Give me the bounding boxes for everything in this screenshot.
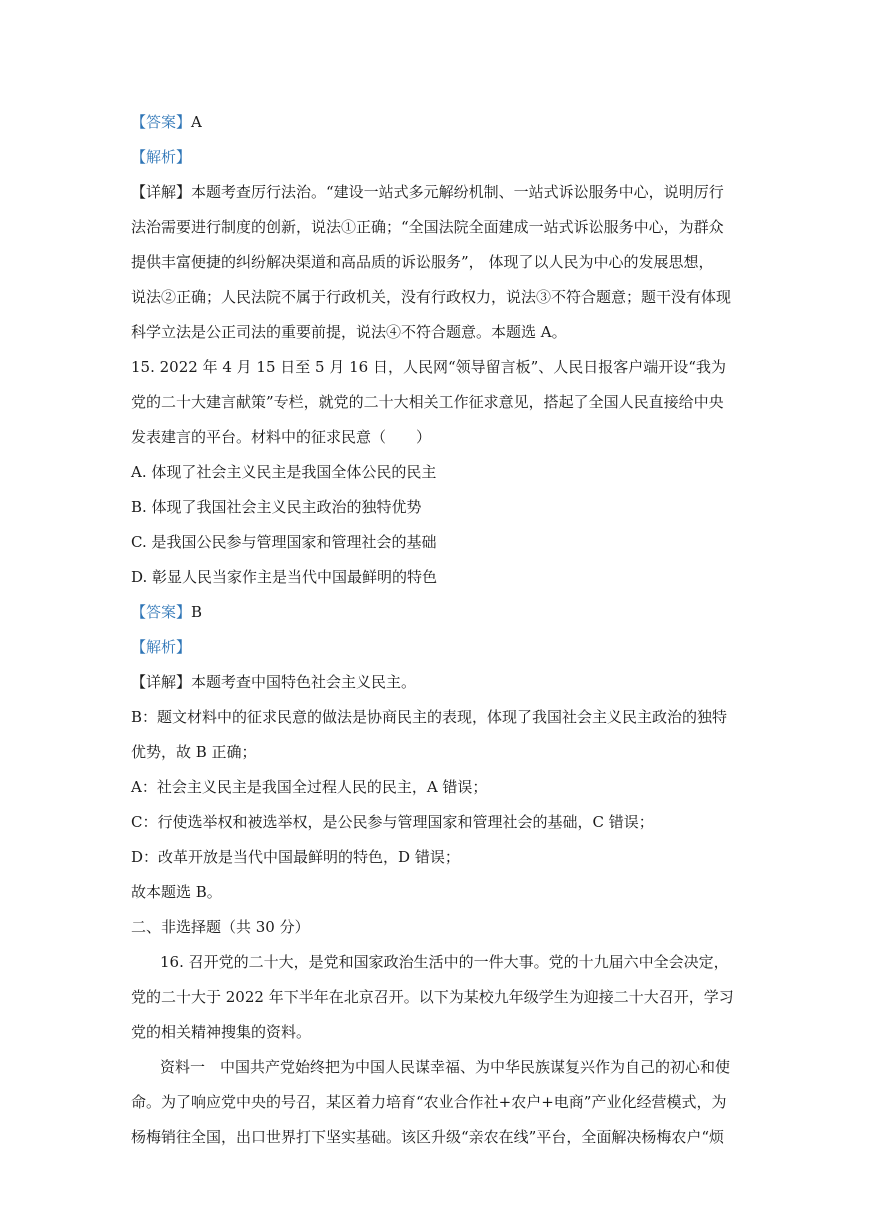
q15-stem-line-2: 党的二十大建言献策”专栏，就党的二十大相关工作征求意见，搭起了全国人民直接给中央	[131, 393, 724, 411]
q14-answer	[131, 112, 741, 132]
answer-value: A	[191, 113, 202, 131]
q15-detail-first	[131, 672, 741, 692]
q15-detail-line-5: D：改革开放是当代中国最鲜明的特色，D 错误；	[131, 848, 460, 866]
q15-detail-line-6: 故本题选 B。	[131, 883, 222, 901]
answer-value: B	[191, 603, 203, 621]
detail-text: 本题考查中国特色社会主义民主。	[191, 673, 417, 691]
answer-tag: 【答案】	[131, 603, 192, 621]
q14-detail-line-1	[131, 182, 741, 202]
material-line-2: 命。为了响应党中央的号召，某区着力培育“农业合作社+农户+电商”产业化经营模式，为	[131, 1093, 727, 1111]
q14-detail-line-5: 科学立法是公正司法的重要前提，说法④不符合题意。本题选 A。	[131, 323, 567, 341]
material-line-1: 资料一 中国共产党始终把为中国人民谋幸福、为中华民族谋复兴作为自己的初心和使	[160, 1058, 731, 1076]
material-line-3: 杨梅销往全国，出口世界打下坚实基础。该区升级“亲农在线”平台，全面解决杨梅农户“烦	[131, 1128, 725, 1146]
q15-detail-line-4: C：行使选举权和被选举权，是公民参与管理国家和管理社会的基础，C 错误；	[131, 813, 654, 831]
q15-analysis-tag: 【解析】	[131, 638, 192, 656]
section-title: 二、非选择题（共 30 分）	[131, 918, 310, 936]
q14-analysis-tag: 【解析】	[131, 148, 192, 166]
q15-detail-line-1: B：题文材料中的征求民意的做法是协商民主的表现，体现了我国社会主义民主政治的独特	[131, 708, 728, 726]
q15-answer	[131, 602, 741, 622]
q15-option-c: C. 是我国公民参与管理国家和管理社会的基础	[131, 533, 437, 551]
q14-detail-line-4: 说法②正确；人民法院不属于行政机关，没有行政权力，说法③不符合题意；题干没有体现	[131, 288, 732, 306]
q15-detail-line-3: A：社会主义民主是我国全过程人民的民主，A 错误；	[131, 778, 488, 796]
q15-option-b: B. 体现了我国社会主义民主政治的独特优势	[131, 498, 422, 516]
q15-stem-line-3: 发表建言的平台。材料中的征求民意（ ）	[131, 428, 432, 446]
q14-detail-line-3: 提供丰富便捷的纠纷解决渠道和高品质的诉讼服务”， 体现了以人民为中心的发展思想，	[131, 253, 714, 271]
q16-line-2: 党的二十大于 2022 年下半年在北京召开。以下为某校九年级学生为迎接二十大召开，学习	[131, 988, 734, 1006]
q15-option-d: D. 彰显人民当家作主是当代中国最鲜明的特色	[131, 568, 438, 586]
detail-tag: 【详解】	[131, 673, 192, 691]
q15-option-a: A. 体现了社会主义民主是我国全体公民的民主	[131, 463, 437, 481]
answer-tag: 【答案】	[131, 113, 192, 131]
detail-text: 本题考查厉行法治。“建设一站式多元解纷机制、一站式诉讼服务中心，说明厉行	[191, 183, 724, 201]
q14-detail-line-2: 法治需要进行制度的创新，说法①正确；“全国法院全面建成一站式诉讼服务中心，为群众	[131, 218, 724, 236]
q15-stem-line-1: 15. 2022 年 4 月 15 日至 5 月 16 日，人民网“领导留言板”、人民日报客户端开设“我为	[131, 358, 726, 376]
detail-tag: 【详解】	[131, 183, 192, 201]
q15-detail-line-2: 优势，故 B 正确；	[131, 743, 257, 761]
q16-line-3: 党的相关精神搜集的资料。	[131, 1023, 312, 1041]
q16-line-1: 16. 召开党的二十大，是党和国家政治生活中的一件大事。党的十九届六中全会决定，	[160, 953, 729, 971]
